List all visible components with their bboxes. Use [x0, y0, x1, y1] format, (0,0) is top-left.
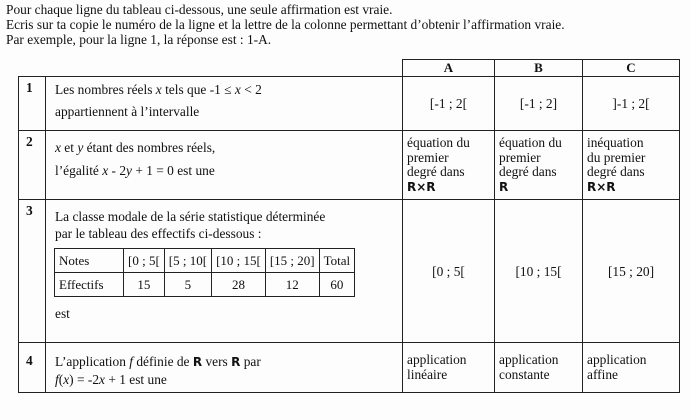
question-cell: [46, 131, 403, 200]
table-row: [19, 200, 680, 343]
row-number: 1: [19, 77, 46, 131]
count-cell: 28: [212, 273, 266, 297]
header-spacer: [19, 60, 403, 77]
instruction-line-2: Ecris sur ta copie le numéro de la ligne et la lettre de la colonne permettant d’obtenir l’affirmation vraie.: [6, 17, 565, 32]
count-cell: 15: [124, 273, 165, 297]
question-line: x et y étant des nombres réels,: [55, 140, 216, 155]
question-cell: [46, 343, 403, 393]
class-cell: [0 ; 5[: [124, 249, 165, 273]
notes-label: Notes: [55, 249, 124, 273]
answer-a: [0 ; 5[: [403, 200, 495, 343]
count-cell: 12: [265, 273, 319, 297]
total-cell: 60: [319, 273, 355, 297]
table-row: [19, 131, 680, 200]
answer-a: équation du premier degré dans R×R: [403, 131, 495, 200]
frequency-table: [54, 248, 355, 297]
question-cell: [46, 77, 403, 131]
question-line: l’égalité x - 2y + 1 = 0 est une: [55, 163, 215, 178]
header-row: [19, 60, 680, 77]
class-cell: [5 ; 10[: [164, 249, 211, 273]
answer-b: application constante: [495, 343, 583, 393]
row-number: 2: [19, 131, 46, 200]
quiz-table: [18, 59, 680, 393]
column-c-header: C: [583, 60, 680, 77]
question-line: L’application f définie de R vers R par: [55, 354, 261, 369]
instruction-line-3: Par exemple, pour la ligne 1, la réponse est : 1-A.: [6, 32, 272, 47]
frequency-header-row: [55, 249, 355, 273]
question-line: f(x) = -2x + 1 est une: [55, 372, 167, 387]
count-cell: 5: [164, 273, 211, 297]
answer-b: [10 ; 15[: [495, 200, 583, 343]
class-cell: [15 ; 20]: [265, 249, 319, 273]
question-line: Les nombres réels x tels que -1 ≤ x < 2: [55, 82, 262, 97]
frequency-values-row: [55, 273, 355, 297]
question-line: appartiennent à l’intervalle: [55, 104, 200, 119]
column-b-header: B: [495, 60, 583, 77]
row-number: 3: [19, 200, 46, 343]
answer-c: ]-1 ; 2[: [583, 77, 680, 131]
answer-b: [-1 ; 2]: [495, 77, 583, 131]
answer-c: inéquation du premier degré dans R×R: [583, 131, 680, 200]
answer-c: [15 ; 20]: [583, 200, 680, 343]
answer-b: équation du premier degré dans R: [495, 131, 583, 200]
question-line: par le tableau des effectifs ci-dessous :: [55, 226, 262, 241]
table-row: [19, 343, 680, 393]
question-line: est: [55, 306, 70, 321]
answer-c: application affine: [583, 343, 680, 393]
instructions: [6, 2, 565, 47]
row-number: 4: [19, 343, 46, 393]
answer-a: application linéaire: [403, 343, 495, 393]
question-cell: [46, 200, 403, 343]
table-row: [19, 77, 680, 131]
answer-a: [-1 ; 2[: [403, 77, 495, 131]
instruction-line-1: Pour chaque ligne du tableau ci-dessous, une seule affirmation est vraie.: [6, 2, 393, 17]
class-cell: [10 ; 15[: [212, 249, 266, 273]
column-a-header: A: [403, 60, 495, 77]
effectifs-label: Effectifs: [55, 273, 124, 297]
total-label: Total: [319, 249, 355, 273]
question-line: La classe modale de la série statistique déterminée: [55, 209, 326, 224]
